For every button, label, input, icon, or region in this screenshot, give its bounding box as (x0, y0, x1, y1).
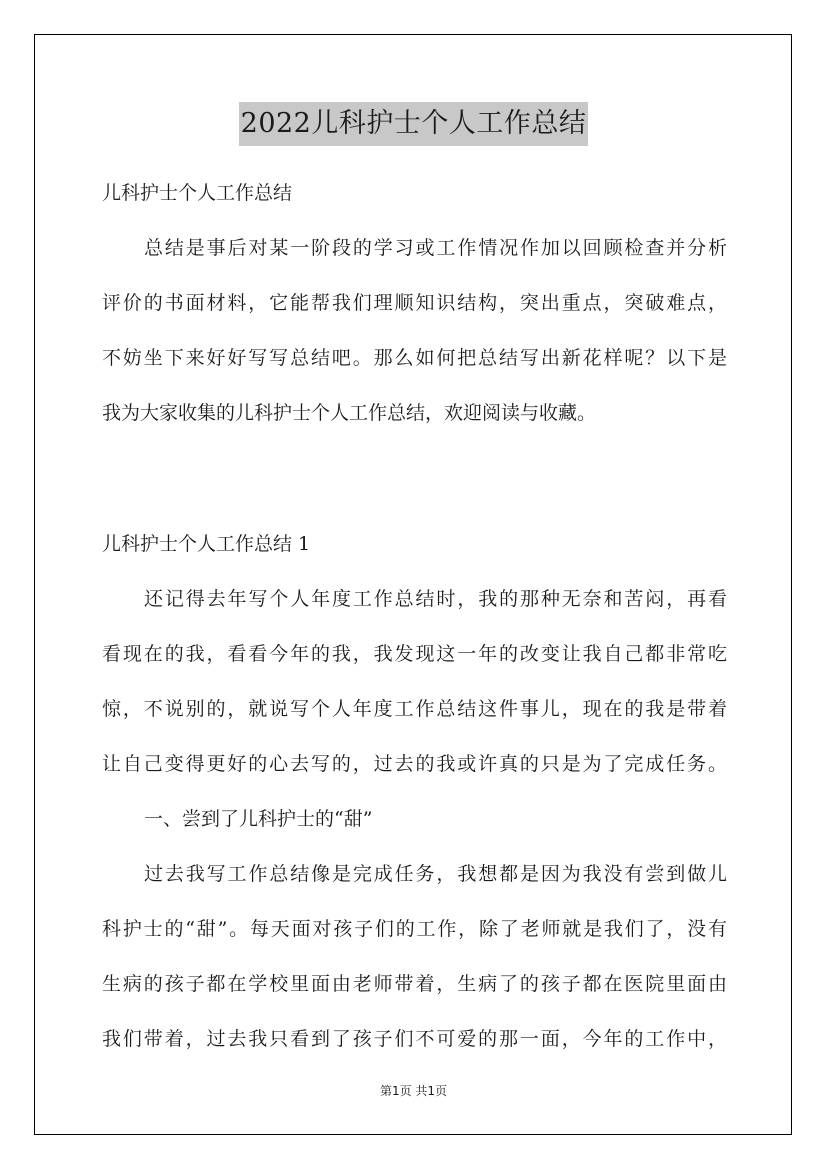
section-heading: 儿科护士个人工作总结 1 (102, 533, 311, 555)
document-body (102, 166, 727, 1067)
section2-line-2: 科护士的“甜”。每天面对孩子们的工作，除了老师就是我们了，没有 (102, 918, 727, 940)
section2-line-1: 过去我写工作总结像是完成任务，我想都是因为我没有尝到做儿 (144, 863, 727, 885)
section1-line-3: 惊，不说别的，就说写个人年度工作总结这件事儿，现在的我是带着 (102, 698, 727, 720)
subheading: 一、尝到了儿科护士的“甜” (144, 808, 373, 830)
intro-line-3: 不妨坐下来好好写写总结吧。那么如何把总结写出新花样呢？以下是 (102, 347, 727, 369)
intro-line-4: 我为大家收集的儿科护士个人工作总结，欢迎阅读与收藏。 (102, 402, 597, 424)
title-container (0, 102, 827, 146)
section1-line-4: 让自己变得更好的心去写的，过去的我或许真的只是为了完成任务。 (102, 753, 727, 775)
section2-line-3: 生病的孩子都在学校里面由老师带着，生病了的孩子都在医院里面由 (102, 973, 727, 995)
subtitle: 儿科护士个人工作总结 (102, 182, 293, 204)
section-spacer (102, 441, 727, 517)
section2-line-4: 我们带着，过去我只看到了孩子们不可爱的那一面，今年的工作中， (102, 1028, 727, 1050)
intro-line-2: 评价的书面材料，它能帮我们理顺知识结构，突出重点，突破难点， (102, 292, 727, 314)
document-title: 2022儿科护士个人工作总结 (239, 102, 589, 146)
section1-line-1: 还记得去年写个人年度工作总结时，我的那种无奈和苦闷，再看 (144, 588, 727, 610)
section1-line-2: 看现在的我，看看今年的我，我发现这一年的改变让我自己都非常吃 (102, 643, 727, 665)
intro-line-1: 总结是事后对某一阶段的学习或工作情况作加以回顾检查并分析 (144, 237, 727, 259)
page-footer: 第1页 共1页 (379, 1084, 448, 1098)
